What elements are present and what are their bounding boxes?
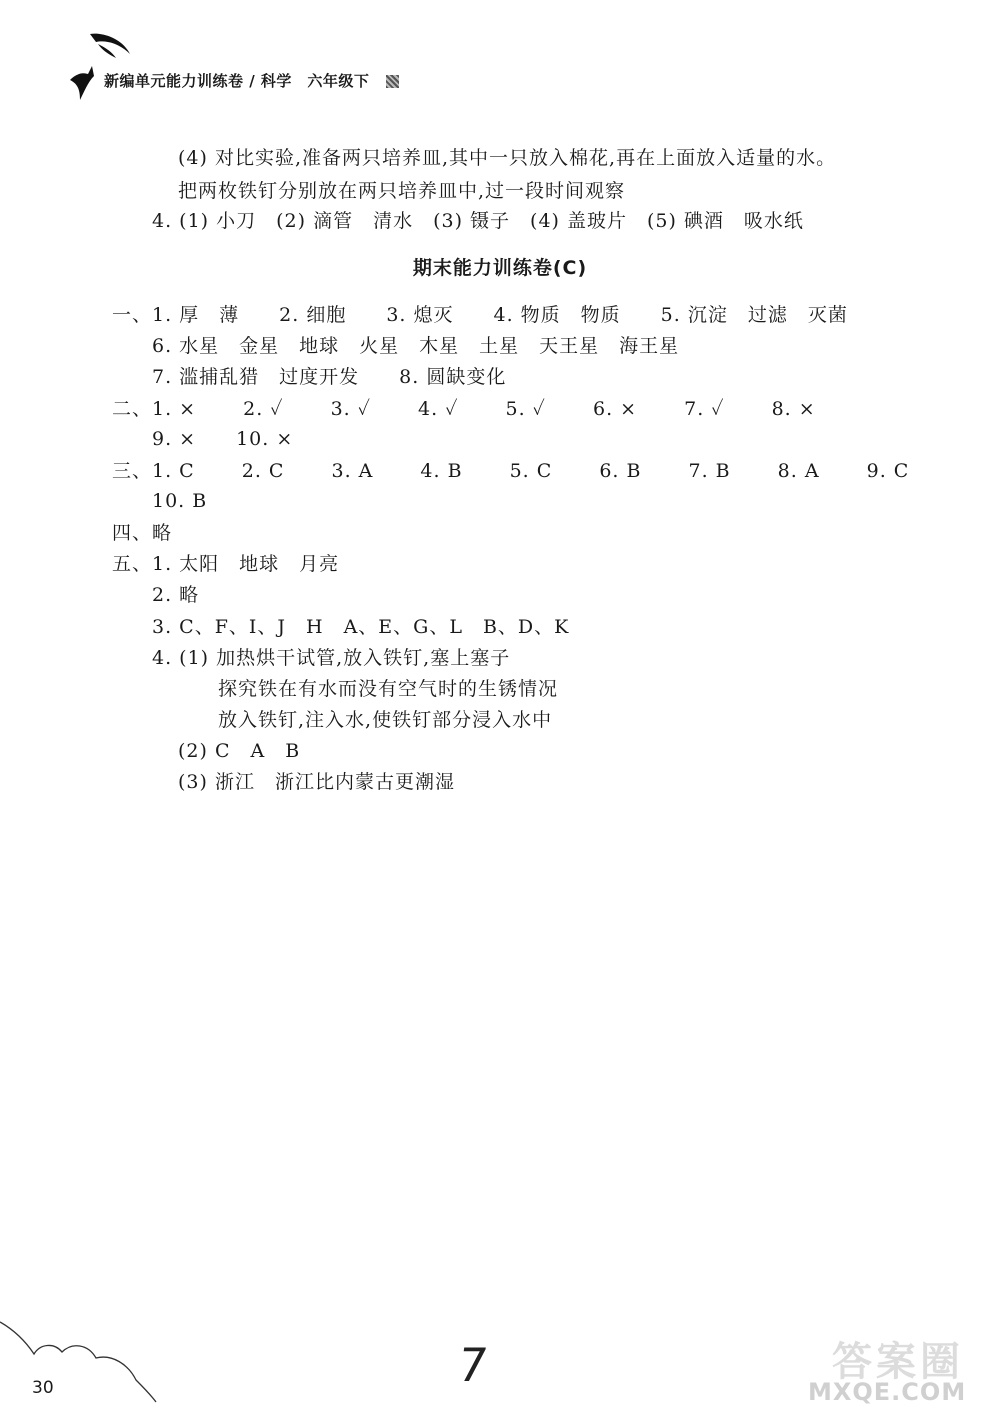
section-title: 期末能力训练卷(C): [412, 257, 588, 279]
answer-line: 五、1. 太阳 地球 月亮: [112, 553, 340, 575]
answer-line: (4) 对比实验,准备两只培养皿,其中一只放入棉花,再在上面放入适量的水。: [178, 147, 837, 169]
header-mark: [386, 75, 399, 88]
answer-line: 3. C、F、I、J H A、E、G、L B、D、K: [152, 616, 570, 638]
answer-line: 三、1. C 2. C 3. A 4. B 5. C 6. B 7. B 8. A 9. C: [112, 460, 910, 482]
answer-line: 把两枚铁钉分别放在两只培养皿中,过一段时间观察: [178, 180, 626, 202]
page-number: 30: [32, 1378, 54, 1398]
answer-line: 6. 水星 金星 地球 火星 木星 土星 天王星 海王星: [152, 335, 680, 357]
answer-line: 放入铁钉,注入水,使铁钉部分浸入水中: [218, 709, 553, 731]
answer-line: 7. 滥捕乱猎 过度开发 8. 圆缺变化: [152, 366, 507, 388]
answer-line: 9. × 10. ×: [152, 428, 294, 450]
answer-line: 10. B: [152, 490, 208, 512]
watermark-url: MXQE.COM: [808, 1378, 967, 1406]
answer-line: (2) C A B: [178, 740, 301, 762]
answer-line: 2. 略: [152, 584, 200, 606]
answer-line: 探究铁在有水而没有空气时的生锈情况: [218, 678, 559, 700]
header-title: 新编单元能力训练卷 / 科学 六年级下: [104, 72, 370, 90]
answer-line: (3) 浙江 浙江比内蒙古更潮湿: [178, 771, 455, 793]
answer-line: 4. (1) 加热烘干试管,放入铁钉,塞上塞子: [152, 647, 511, 669]
answer-line: 四、略: [112, 522, 173, 544]
watermark-logo: 答案圈: [832, 1339, 964, 1385]
answer-line: 一、1. 厚 薄 2. 细胞 3. 熄灭 4. 物质 物质 5. 沉淀 过滤 灭菌: [112, 304, 848, 326]
bird-icon: [62, 28, 142, 108]
answer-line: 二、1. × 2. ✓ 3. ✓ 4. ✓ 5. ✓ 6. × 7. ✓ 8. ×: [112, 398, 816, 420]
answer-line: 4. (1) 小刀 (2) 滴管 清水 (3) 镊子 (4) 盖玻片 (5) 碘酒 吸水纸: [152, 210, 804, 232]
handwritten-mark: 7: [454, 1338, 492, 1392]
cloud-outline-icon: [0, 1308, 180, 1408]
